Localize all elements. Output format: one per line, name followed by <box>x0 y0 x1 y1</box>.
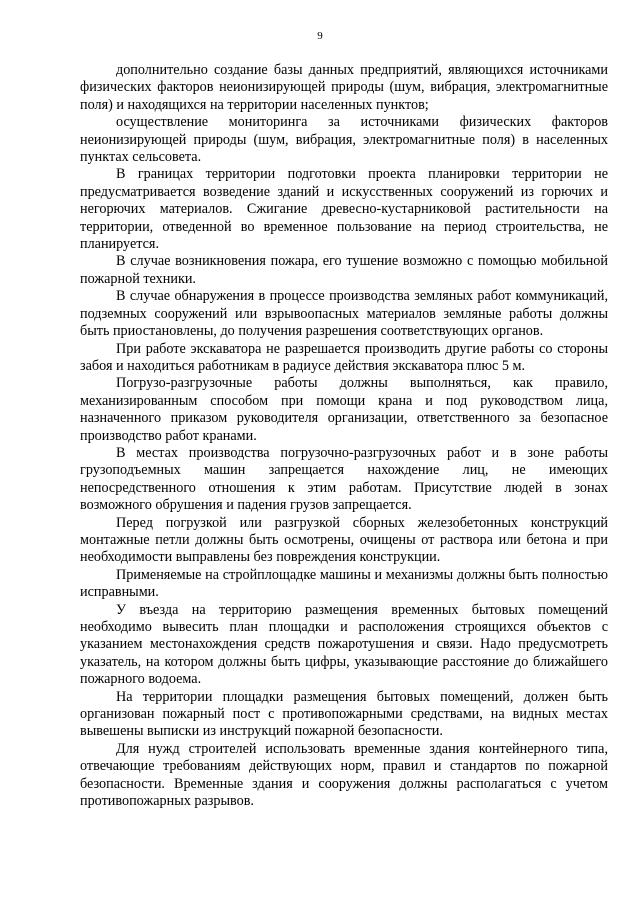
paragraph: Погрузо-разгрузочные работы должны выполняться, как правило, механизированным способом при помощи крана и под руководством лица, назначенного приказом руководителя организации, ответственного за безопасное производство работ кранами. <box>80 375 608 444</box>
paragraph: На территории площадки размещения бытовых помещений, должен быть организован пожарный пост с противопожарными средствами, на видных местах вывешены выписки из инструкций пожарной безопасности. <box>80 688 608 740</box>
paragraph: У въезда на территорию размещения временных бытовых помещений необходимо вывесить план площадки и расположения строящихся объектов с указанием местонахождения средств пожаротушения и связи. Надо предусмотреть указатель, на котором должны быть цифры, указывающие расстояние до ближайшего пожарного водоема. <box>80 601 608 688</box>
document-body <box>80 62 608 810</box>
paragraph: осуществление мониторинга за источниками физических факторов неионизирующей природы (шум, вибрация, электромагнитные поля) в населенных пунктах сельсовета. <box>80 114 608 166</box>
paragraph: В границах территории подготовки проекта планировки территории не предусматривается возведение зданий и искусственных сооружений из горючих и негорючих материалов. Сжигание древесно-кустарниковой растительности на территории, отведенной во временное пользование на период строительства, не планируется. <box>80 166 608 253</box>
paragraph: Перед погрузкой или разгрузкой сборных железобетонных конструкций монтажные петли должны быть осмотрены, очищены от раствора или бетона и при необходимости выправлены без повреждения конструкции. <box>80 514 608 566</box>
paragraph: В случае возникновения пожара, его тушение возможно с помощью мобильной пожарной техники. <box>80 253 608 287</box>
paragraph: В случае обнаружения в процессе производства земляных работ коммуникаций, подземных сооружений или взрывоопасных материалов земляные работы должны быть приостановлены, до получения разрешения соответствующих органов. <box>80 288 608 340</box>
paragraph: В местах производства погрузочно-разгрузочных работ и в зоне работы грузоподъемных машин запрещается нахождение лиц, не имеющих непосредственного отношения к этим работам. Присутствие людей в зонах возможного обрушения и падения грузов запрещается. <box>80 444 608 514</box>
paragraph: Применяемые на стройплощадке машины и механизмы должны быть полностью исправными. <box>80 566 608 601</box>
paragraph: Для нужд строителей использовать временные здания контейнерного типа, отвечающие требованиям действующих норм, правил и стандартов по пожарной безопасности. Временные здания и сооружения должны располагаться с учетом противопожарных разрывов. <box>80 740 608 810</box>
paragraph: При работе экскаватора не разрешается производить другие работы со стороны забоя и находиться работникам в радиусе действия экскаватора плюс 5 м. <box>80 340 608 374</box>
paragraph: дополнительно создание базы данных предприятий, являющихся источниками физических факторов неионизирующей природы (шум, вибрация, электромагнитные поля) и находящихся на территории населенных пунктов; <box>80 62 608 113</box>
page-number: 9 <box>317 30 323 42</box>
